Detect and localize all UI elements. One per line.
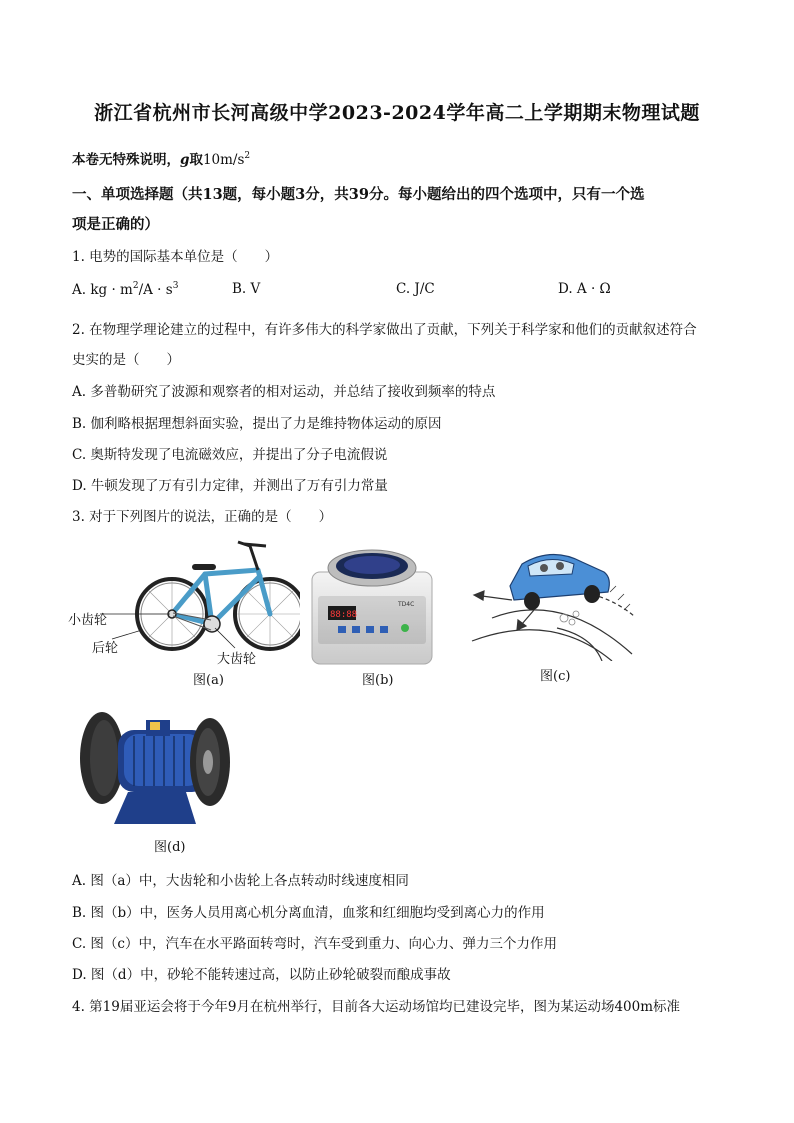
q1-option-c: C. J/C	[396, 281, 435, 297]
page-title: 浙江省杭州市长河高级中学2023-2024学年高二上学期期末物理试题	[94, 102, 700, 124]
q2-option-c: C. 奥斯特发现了电流磁效应，并提出了分子电流假说	[72, 447, 388, 463]
note-g: g	[180, 152, 190, 168]
caption-figure-a: 图(a)	[193, 673, 224, 688]
q1-a-prefix: A. kg · m	[72, 282, 133, 298]
section1-line2: 项是正确的）	[72, 216, 159, 233]
figure-b-centrifuge	[310, 538, 434, 666]
caption-figure-d: 图(d)	[154, 840, 186, 855]
q2-stem-line2: 史实的是（ ）	[72, 352, 180, 368]
q1-option-d: D. A · Ω	[558, 281, 611, 297]
caption-figure-c: 图(c)	[540, 669, 571, 684]
q1-a-exp1: 2	[132, 281, 139, 291]
q3-option-c: C. 图（c）中，汽车在水平路面转弯时，汽车受到重力、向心力、弹力三个力作用	[72, 936, 557, 952]
q1-a-mid: /A · s	[138, 282, 173, 298]
centrifuge-display: 88:88	[330, 610, 358, 620]
q2-option-b: B. 伽利略根据理想斜面实验，提出了力是维持物体运动的原因	[72, 416, 442, 432]
note-prefix: 本卷无特殊说明，	[72, 152, 180, 168]
q3-option-d: D. 图（d）中，砂轮不能转速过高，以防止砂轮破裂而酿成事故	[72, 967, 451, 983]
exam-note	[72, 148, 250, 168]
caption-figure-b: 图(b)	[362, 673, 394, 688]
q2-stem-line1: 2. 在物理学理论建立的过程中，有许多伟大的科学家做出了贡献，下列关于科学家和他们的贡献叙述符合	[72, 322, 697, 338]
label-rear-wheel: 后轮	[92, 641, 119, 656]
q4-stem: 4. 第19届亚运会将于今年9月在杭州举行，目前各大运动场馆均已建设完毕，图为某运动场400m标准	[72, 999, 681, 1015]
q1-option-a	[72, 281, 178, 298]
centrifuge-image	[310, 538, 434, 666]
q1-stem: 1. 电势的国际基本单位是（ ）	[72, 249, 279, 265]
note-value: 10m/s	[202, 152, 245, 168]
q3-option-b: B. 图（b）中，医务人员用离心机分离血清，血浆和红细胞均受到离心力的作用	[72, 905, 545, 921]
note-take: 取	[189, 152, 203, 168]
q3-stem: 3. 对于下列图片的说法，正确的是（ ）	[72, 509, 333, 525]
note-exp: 2	[244, 151, 251, 161]
q1-option-b: B. V	[232, 281, 261, 297]
q3-option-a: A. 图（a）中，大齿轮和小齿轮上各点转动时线速度相同	[72, 873, 409, 889]
q1-a-exp2: 3	[172, 281, 179, 291]
q2-option-d: D. 牛顿发现了万有引力定律，并测出了万有引力常量	[72, 478, 388, 494]
label-big-gear: 大齿轮	[217, 652, 257, 667]
figure-c-car-turning	[452, 536, 637, 661]
section1-line1: 一、单项选择题（共13题，每小题3分，共39分。每小题给出的四个选项中，只有一个选	[72, 186, 645, 203]
grinder-image	[74, 700, 234, 832]
label-small-gear: 小齿轮	[68, 613, 108, 628]
q2-option-a: A. 多普勒研究了波源和观察者的相对运动，并总结了接收到频率的特点	[72, 384, 496, 400]
centrifuge-model: TD4C	[398, 601, 415, 608]
car-image	[452, 536, 637, 661]
figure-a-bicycle	[70, 536, 300, 686]
figure-d-grinder	[74, 700, 234, 832]
